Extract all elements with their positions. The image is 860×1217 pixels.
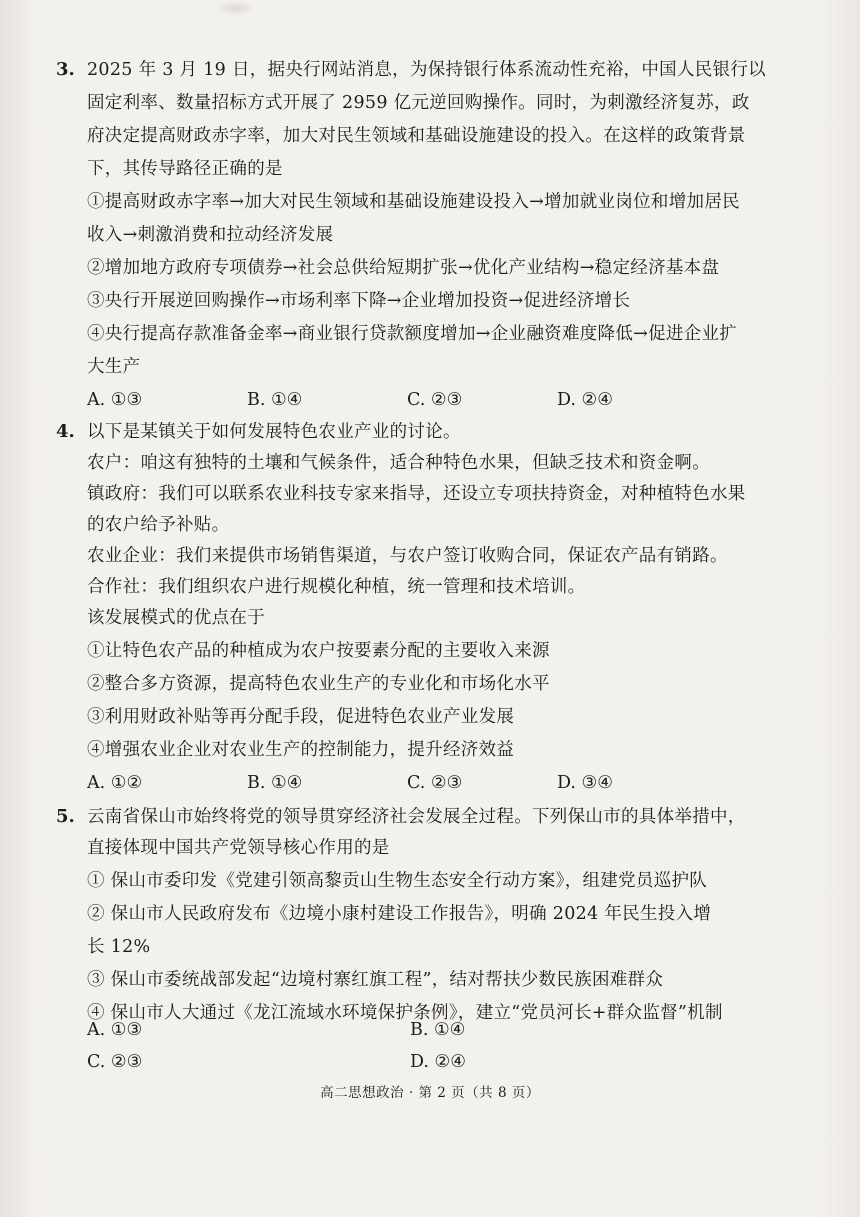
- option-line: ③利用财政补贴等再分配手段，促进特色农业产业发展: [87, 707, 515, 727]
- answer-choices-row-2: [87, 1050, 787, 1074]
- answer-choices: [87, 388, 787, 412]
- option-line: ④央行提高存款准备金率→商业银行贷款额度增加→企业融资难度降低→促进企业扩: [87, 324, 738, 344]
- dialogue-line-agri-enterprise: 农业企业：我们来提供市场销售渠道，与农户签订收购合同，保证农产品有销路。: [87, 546, 728, 566]
- question-stem-line: 下，其传导路径正确的是: [87, 159, 283, 179]
- option-line: ①提高财政赤字率→加大对民生领域和基础设施建设投入→增加就业岗位和增加居民: [87, 192, 740, 212]
- page-footer: 高二思想政治 · 第 2 页（共 8 页）: [320, 1085, 540, 1101]
- choice-b[interactable]: B. ①④: [247, 773, 303, 793]
- option-line: ②增加地方政府专项债券→社会总供给短期扩张→优化产业结构→稳定经济基本盘: [87, 258, 720, 278]
- option-line: ③ 保山市委统战部发起“边境村寨红旗工程”，结对帮扶少数民族困难群众: [87, 970, 664, 990]
- answer-choices: [87, 771, 787, 795]
- option-line: ④增强农业企业对农业生产的控制能力，提升经济效益: [87, 740, 515, 760]
- option-line: 大生产: [87, 357, 141, 377]
- dialogue-line-cooperative: 合作社：我们组织农户进行规模化种植，统一管理和技术培训。: [87, 577, 586, 597]
- question-stem-line: 2025 年 3 月 19 日，据央行网站消息，为保持银行体系流动性充裕，中国人民银行以: [87, 60, 766, 80]
- answer-choices-row-1: [87, 1018, 787, 1042]
- choice-d[interactable]: D. ②④: [410, 1052, 466, 1072]
- option-line: 收入→刺激消费和拉动经济发展: [87, 225, 334, 245]
- question-number: 5.: [56, 806, 75, 827]
- option-line: ①让特色农产品的种植成为农户按要素分配的主要收入来源: [87, 641, 550, 661]
- option-line: ②整合多方资源，提高特色农业生产的专业化和市场化水平: [87, 674, 550, 694]
- question-stem-line: 云南省保山市始终将党的领导贯穿经济社会发展全过程。下列保山市的具体举措中，: [87, 807, 746, 827]
- choice-a[interactable]: A. ①③: [87, 390, 143, 410]
- option-line: 长 12%: [87, 937, 151, 957]
- choice-c[interactable]: C. ②③: [407, 773, 463, 793]
- option-line: ④ 保山市人大通过《龙江流域水环境保护条例》，建立“党员河长+群众监督”机制: [87, 1003, 723, 1023]
- question-number: 4.: [56, 421, 75, 442]
- question-stem-line: 该发展模式的优点在于: [87, 608, 265, 628]
- choice-d[interactable]: D. ③④: [557, 773, 613, 793]
- question-stem-line: 府决定提高财政赤字率，加大对民生领域和基础设施建设的投入。在这样的政策背景: [87, 126, 746, 146]
- question-stem-line: 以下是某镇关于如何发展特色农业产业的讨论。: [87, 422, 461, 442]
- choice-a[interactable]: A. ①②: [87, 773, 143, 793]
- choice-c[interactable]: C. ②③: [407, 390, 463, 410]
- choice-b[interactable]: B. ①④: [410, 1020, 466, 1040]
- choice-c[interactable]: C. ②③: [87, 1052, 143, 1072]
- dialogue-line-town-government: 镇政府：我们可以联系农业科技专家来指导，还设立专项扶持资金，对种植特色水果: [87, 484, 746, 504]
- question-stem-line: 固定利率、数量招标方式开展了 2959 亿元逆回购操作。同时，为刺激经济复苏，政: [87, 93, 750, 113]
- choice-d[interactable]: D. ②④: [557, 390, 613, 410]
- choice-a[interactable]: A. ①③: [87, 1020, 143, 1040]
- choice-b[interactable]: B. ①④: [247, 390, 303, 410]
- question-number: 3.: [56, 59, 75, 80]
- option-line: ① 保山市委印发《党建引领高黎贡山生物生态安全行动方案》，组建党员巡护队: [87, 871, 708, 891]
- question-stem-line: 直接体现中国共产党领导核心作用的是: [87, 838, 390, 858]
- dialogue-line-farmer: 农户：咱这有独特的土壤和气候条件，适合种特色水果，但缺乏技术和资金啊。: [87, 453, 710, 473]
- option-line: ② 保山市人民政府发布《边境小康村建设工作报告》，明确 2024 年民生投入增: [87, 904, 712, 924]
- option-line: ③央行开展逆回购操作→市场利率下降→企业增加投资→促进经济增长: [87, 291, 631, 311]
- dialogue-line-town-government: 的农户给予补贴。: [87, 515, 230, 535]
